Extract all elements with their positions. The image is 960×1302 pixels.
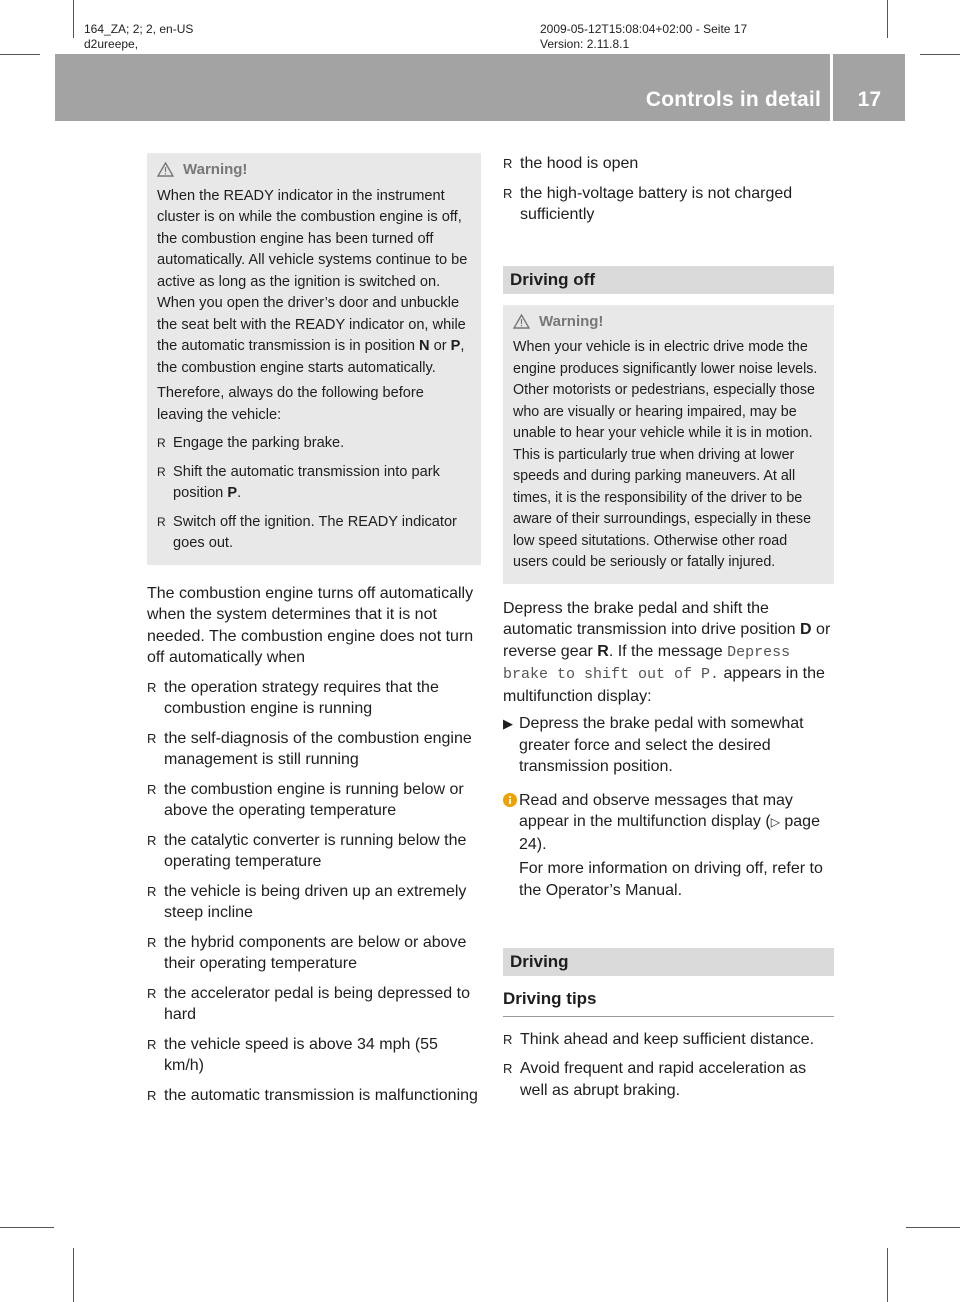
info-icon — [503, 790, 519, 905]
subheading-driving-tips: Driving tips — [503, 988, 834, 1017]
print-meta-line: 164_ZA; 2; 2, en-US — [84, 22, 194, 36]
info-text — [519, 790, 834, 905]
warning-triangle-icon — [513, 314, 530, 329]
gear-p: P — [227, 485, 238, 501]
list-item-text: Shift the automatic transmission into park position — [173, 463, 440, 501]
list-item-text: . — [237, 485, 242, 501]
left-column — [147, 153, 481, 1114]
crop-mark — [906, 1227, 960, 1228]
list-item: R the high-voltage battery is not charged sufficiently — [503, 183, 834, 226]
section-heading-driving-off: Driving off — [503, 266, 834, 294]
list-item: R the combustion engine is running below or above the operating temperature — [147, 779, 481, 822]
list-item: R the automatic transmission is malfunctioning — [147, 1085, 481, 1107]
gear-p: P — [450, 338, 461, 354]
list-item: R the catalytic converter is running below the operating temperature — [147, 830, 481, 873]
print-meta-line: d2ureepe, — [84, 37, 139, 51]
list-item: R the vehicle is being driven up an extremely steep incline — [147, 881, 481, 924]
warning-paragraph — [157, 186, 472, 380]
print-meta-line: 2009-05-12T15:08:04+02:00 - Seite 17 — [540, 22, 748, 36]
display-message: Depress brake to shift out of P. — [503, 643, 791, 683]
list-item: R Engage the parking brake. — [157, 433, 472, 455]
gear-d: D — [800, 621, 812, 638]
list-item: R the vehicle speed is above 34 mph (55 km/h) — [147, 1034, 481, 1077]
step-arrow-icon: ▶ — [503, 716, 513, 731]
gear-n: N — [419, 338, 430, 354]
list-item: R Think ahead and keep sufficient distance. — [503, 1029, 834, 1051]
list-item: R the operation strategy requires that the combustion engine is running — [147, 677, 481, 720]
crop-mark — [920, 54, 960, 55]
crop-mark — [887, 1248, 888, 1302]
info-paragraph: For more information on driving off, refer to the Operator’s Manual. — [519, 860, 823, 899]
instruction-step — [503, 713, 834, 778]
info-text-part: Read and observe messages that may appear in the multifunction display ( — [519, 791, 793, 830]
page-number: 17 — [857, 88, 881, 111]
warning-heading — [157, 159, 472, 181]
intro-paragraph: The combustion engine turns off automatically when the system determines that it is not needed. The combustion engine does not turn off automatically when — [147, 584, 474, 666]
list-item: R the hybrid components are below or above their operating temperature — [147, 932, 481, 975]
crop-mark — [887, 0, 888, 38]
print-meta-line: Version: 2.11.8.1 — [540, 37, 630, 51]
crop-mark — [73, 0, 74, 38]
info-note — [503, 790, 834, 905]
list-item — [157, 462, 472, 505]
info-text-part: page 24). — [519, 813, 820, 853]
page-title: Controls in detail — [645, 88, 821, 111]
warning-text: When the READY indicator in the instrument cluster is on while the combustion engine is off, the combustion engine has been turned off automatically. All vehicle systems continue to be active as long as the ignition is switched on. When you open the driver’s door and unbuckle the seat belt with the READY indicator on, while the automatic transmission is in position — [157, 187, 468, 354]
warning-box — [503, 305, 834, 584]
info-paragraph — [519, 790, 834, 856]
section-heading-driving: Driving — [503, 948, 834, 976]
list-item: R the accelerator pedal is being depressed to hard — [147, 983, 481, 1026]
condition-list-continued — [503, 153, 834, 226]
condition-list — [147, 677, 481, 1107]
warning-text: , the combustion engine starts automatically. — [157, 338, 465, 376]
driving-off-paragraph — [503, 598, 834, 708]
body-text: . If the message — [608, 642, 728, 660]
driving-tips-list — [503, 1029, 834, 1102]
print-meta-right — [540, 22, 747, 52]
warning-title: Warning! — [539, 312, 604, 330]
list-item: R Switch off the ignition. The READY indicator goes out. — [157, 512, 472, 555]
warning-triangle-icon — [157, 162, 174, 177]
page-reference-icon: ▷ — [770, 815, 780, 829]
page-header — [55, 54, 905, 121]
warning-paragraph: When your vehicle is in electric drive mode the engine produces significantly lower noise levels. Other motorists or pedestrians, especially those who are visually or hearing impaired, may be unable to hear your vehicle while it is in motion. This is particularly true when driving at lower speeds and during parking maneuvers. At all times, it is the responsibility of the driver to be aware of their surroundings, especially in these low speed situtations. Otherwise other road users could be seriously or fatally injured. — [513, 339, 818, 570]
list-item: R the self-diagnosis of the combustion engine management is still running — [147, 728, 481, 771]
list-item: R Avoid frequent and rapid acceleration as well as abrupt braking. — [503, 1058, 834, 1101]
right-column — [503, 153, 834, 1109]
warning-paragraph: Therefore, always do the following before leaving the vehicle: — [157, 385, 424, 423]
body-text: or reverse gear — [503, 621, 831, 660]
warning-text: or — [429, 338, 451, 354]
print-meta-left — [84, 22, 193, 52]
warning-heading — [513, 311, 825, 333]
header-divider — [830, 54, 833, 121]
crop-mark — [73, 1248, 74, 1302]
crop-mark — [0, 54, 40, 55]
step-text: Depress the brake pedal with somewhat greater force and select the desired transmission position. — [519, 715, 804, 775]
warning-bullets — [157, 433, 472, 555]
list-item: R the hood is open — [503, 153, 834, 175]
crop-mark — [0, 1227, 54, 1228]
warning-title: Warning! — [183, 161, 248, 178]
body-text: appears in the multifunction display: — [503, 665, 825, 705]
body-text: Depress the brake pedal and shift the automatic transmission into drive position — [503, 599, 801, 638]
warning-box — [147, 153, 481, 565]
gear-r: R — [597, 642, 609, 660]
